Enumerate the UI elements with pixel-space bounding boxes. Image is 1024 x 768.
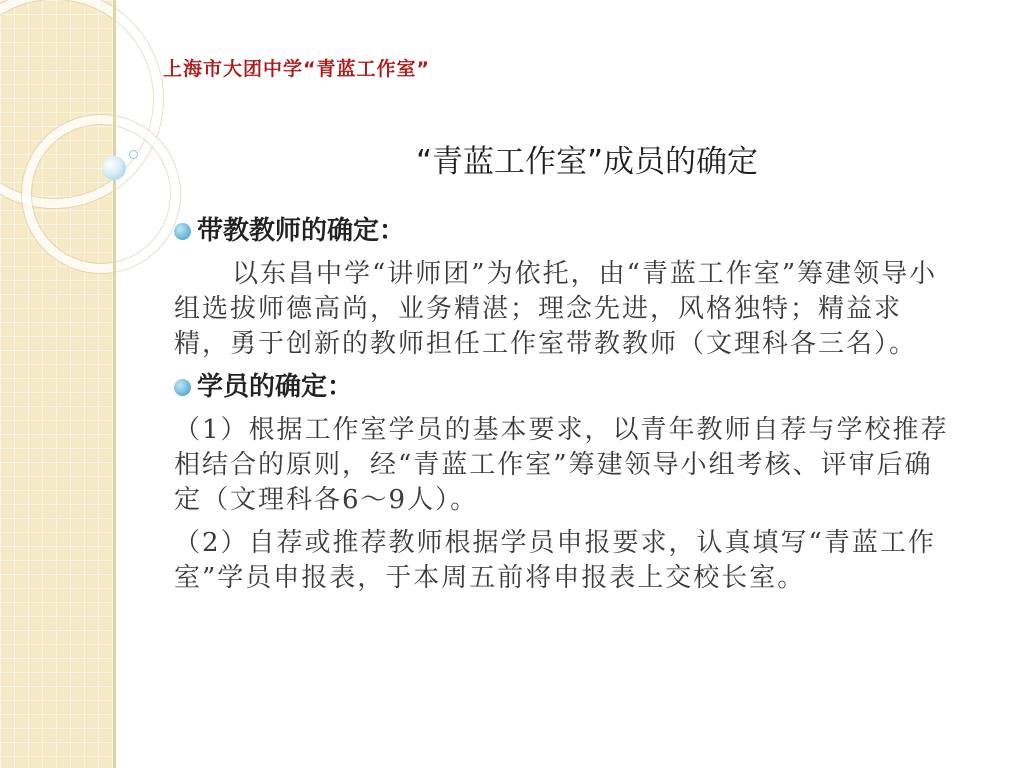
slide-content	[174, 214, 954, 604]
section-paragraph: （2）自荐或推荐教师根据学员申报要求，认真填写“青蓝工作室”学员申报表，于本周五前将申报表上交校长室。	[174, 528, 936, 593]
section-heading	[174, 370, 954, 405]
decorative-side-panel	[0, 0, 113, 768]
section-heading-text: 带教教师的确定：	[197, 216, 406, 246]
section-mentor-teachers	[174, 214, 954, 362]
slide-title: “青蓝工作室”成员的确定	[415, 144, 759, 180]
section-paragraph: （1）根据工作室学员的基本要求，以青年教师自荐与学校推荐相结合的原则，经“青蓝工作室”筹建领导小组考核、评审后确定（文理科各6～9人）。	[174, 415, 949, 515]
section-heading-text: 学员的确定：	[197, 372, 354, 402]
sphere-bullet-icon	[174, 223, 191, 240]
section-paragraph: 以东昌中学“讲师团”为依托，由“青蓝工作室”筹建领导小组选拔师德高尚，业务精湛；理念先进，风格独特；精益求精，勇于创新的教师担任工作室带教教师（文理科各三名）。	[174, 259, 938, 359]
section-trainees	[174, 370, 954, 596]
side-panel-edge	[113, 0, 116, 768]
sphere-bullet-icon	[174, 379, 191, 396]
section-heading	[174, 214, 954, 249]
org-title: 上海市大团中学“青蓝工作室”	[163, 58, 430, 80]
